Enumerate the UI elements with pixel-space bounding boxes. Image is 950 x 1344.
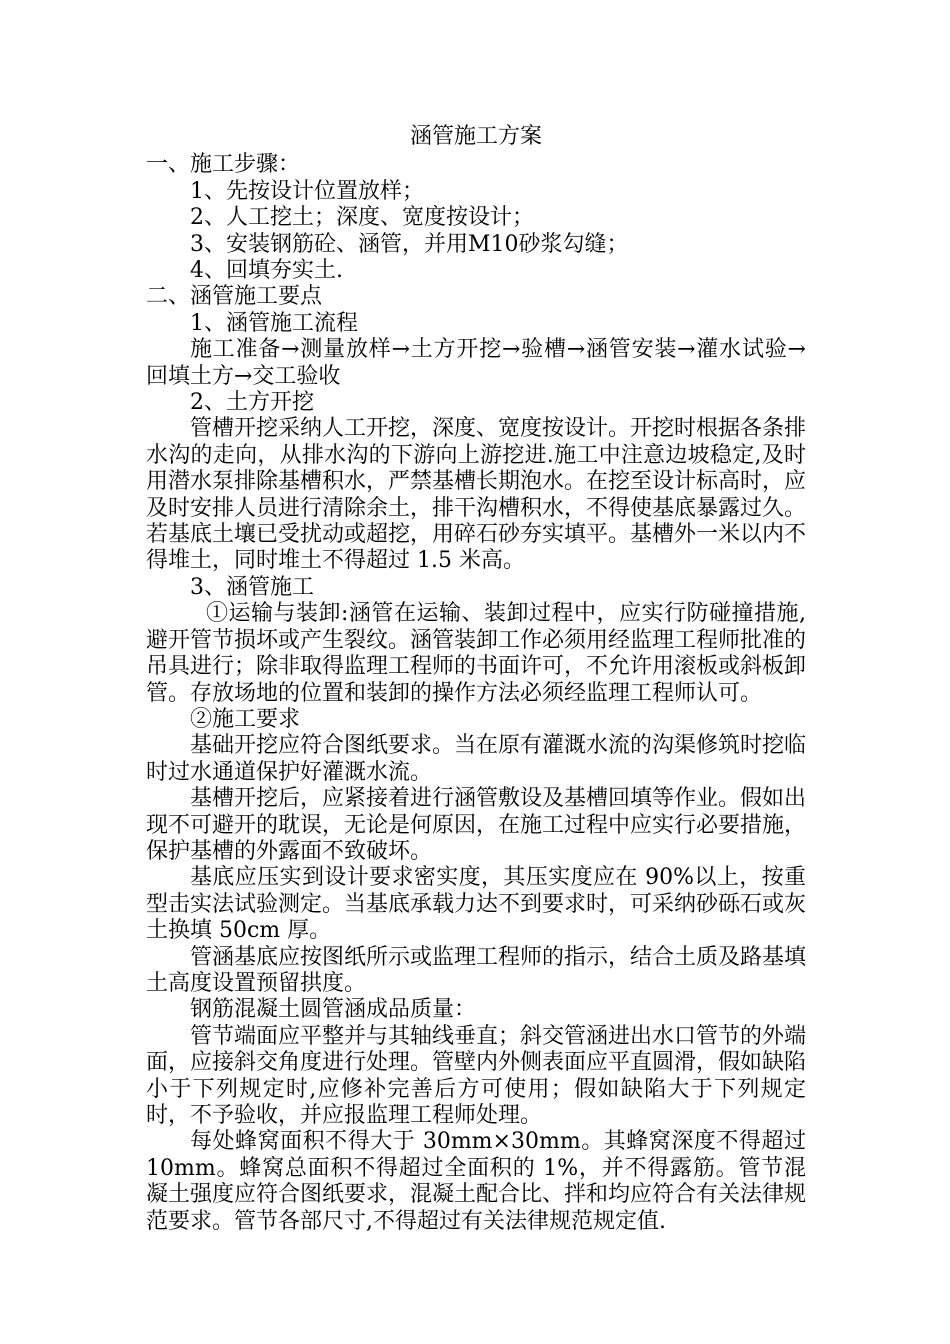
paragraph: 基槽开挖后，应紧接着进行涵管敷设及基槽回填等作业。假如出现不可避开的耽误，无论是何原因，在施工过程中应实行必要措施，保护基槽的外露面不致破坏。 (146, 786, 807, 864)
step-item: 2、人工挖土；深度、宽度按设计； (190, 205, 534, 231)
subsection-heading: 1、涵管施工流程 (190, 310, 358, 336)
paragraph: 钢筋混凝土圆管涵成品质量： (190, 997, 477, 1023)
paragraph: 基底应压实到设计要求密实度，其压实度应在 90%以上，按重型击实法试验测定。当基底承载力达不到要求时，可采纳砂砾石或灰土换填 50cm 厚。 (146, 865, 807, 944)
paragraph: 基础开挖应符合图纸要求。当在原有灌溉水流的沟渠修筑时挖临时过水通道保护好灌溉水流。 (146, 733, 807, 785)
document-title: 涵管施工方案 (409, 124, 542, 149)
process-flow-text: 施工准备→测量放样→土方开挖→验槽→涵管安装→灌水试验→回填土方→交工验收 (146, 337, 806, 389)
item-heading: ②施工要求 (190, 706, 301, 732)
paragraph: ①运输与装卸:涵管在运输、装卸过程中，应实行防碰撞措施,避开管节损坏或产生裂纹。涵管装卸工作必须用经监理工程师批准的吊具进行；除非取得监理工程师的书面许可，不允许用滚板或斜板卸管。存放场地的位置和装卸的操作方法必须经监理工程师认可。 (146, 601, 807, 706)
step-item: 1、先按设计位置放样； (190, 178, 424, 204)
paragraph: 管槽开挖采纳人工开挖，深度、宽度按设计。开挖时根据各条排水沟的走向，从排水沟的下游向上游挖进.施工中注意边坡稳定,及时用潜水泵排除基槽积水，严禁基槽长期泡水。在挖至设计标高时，应及时安排人员进行清除余土，排干沟槽积水，不得使基底暴露过久。若基底土壤已受扰动或超挖，用碎石砂夯实填平。基槽外一米以内不得堆土，同时堆土不得超过 1.5 米高。 (146, 416, 807, 574)
paragraph: 管涵基底应按图纸所示或监理工程师的指示，结合土质及路基填土高度设置预留拱度。 (146, 944, 807, 996)
step-item: 3、安装钢筋砼、涵管，并用M10砂浆勾缝； (190, 231, 629, 257)
document-page (146, 124, 806, 1235)
section1-heading: 一、施工步骤： (146, 152, 301, 178)
paragraph: 每处蜂窝面积不得大于 30mm×30mm。其蜂窝深度不得超过10mm。蜂窝总面积不得超过全面积的 1%，并不得露筋。管节混凝土强度应符合图纸要求，混凝土配合比、拌和均应符合有关法律规范要求。管节各部尺寸,不得超过有关法律规范规定值. (146, 1129, 807, 1234)
step-item: 4、回填夯实土. (190, 258, 343, 284)
paragraph: 管节端面应平整并与其轴线垂直；斜交管涵进出水口管节的外端面，应接斜交角度进行处理。管壁内外侧表面应平直圆滑，假如缺陷小于下列规定时,应修补完善后方可使用；假如缺陷大于下列规定时，不予验收，并应报监理工程师处理。 (146, 1023, 807, 1129)
subsection-heading: 3、涵管施工 (190, 574, 314, 600)
subsection-heading: 2、土方开挖 (190, 390, 314, 416)
section2-heading: 二、涵管施工要点 (146, 284, 323, 310)
